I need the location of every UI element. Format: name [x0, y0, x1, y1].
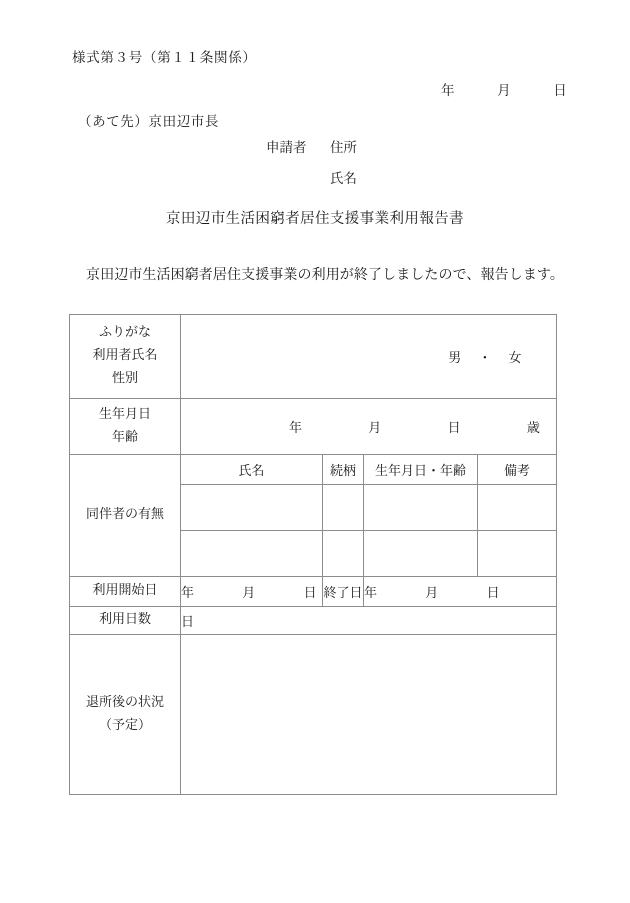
form-number: 様式第３号（第１１条関係） [72, 50, 257, 66]
table-row-days [70, 607, 557, 635]
companion-2-birth-age[interactable] [364, 531, 478, 577]
header-date-month: 月 [497, 83, 511, 99]
header-date-year: 年 [441, 83, 455, 99]
header-date-day: 日 [553, 83, 567, 99]
use-end-field[interactable] [364, 577, 557, 607]
use-end-month-marker: 月 [425, 586, 439, 601]
sex-female-option[interactable]: 女 [508, 351, 522, 366]
table-row-use-period [70, 577, 557, 607]
applicant-fields [330, 136, 357, 198]
days-field[interactable] [181, 607, 557, 635]
birth-date-field[interactable] [181, 399, 557, 455]
birthdate-label: 生年月日 [98, 406, 151, 422]
companion-1-name[interactable] [181, 485, 323, 531]
use-end-day-marker: 日 [486, 586, 500, 601]
table-row-companion-header [70, 455, 557, 485]
companion-1-remarks[interactable] [478, 485, 557, 531]
report-table [69, 314, 557, 795]
use-start-field[interactable] [181, 577, 323, 607]
table-row-after-status [70, 635, 557, 795]
use-end-ymd-markers [364, 586, 500, 601]
after-status-field[interactable] [181, 635, 557, 795]
companion-1-birth-age[interactable] [364, 485, 478, 531]
birth-ymd-markers [181, 421, 540, 436]
birth-day-marker: 日 [447, 421, 461, 436]
age-label: 年齢 [111, 429, 138, 445]
sex-male-option[interactable]: 男 [448, 351, 462, 366]
days-unit-marker: 日 [181, 615, 195, 630]
applicant-label: 申請者 [266, 140, 307, 156]
after-status-label [70, 635, 181, 795]
page-title: 京田辺市生活困窮者居住支援事業利用報告書 [166, 211, 464, 227]
after-status-label-line1: 退所後の状況 [85, 694, 164, 710]
companion-1-relation[interactable] [323, 485, 364, 531]
table-row-birth [70, 399, 557, 455]
companion-2-name[interactable] [181, 531, 323, 577]
use-start-year-marker: 年 [181, 586, 195, 601]
use-end-label: 終了日 [323, 577, 364, 607]
days-label: 利用日数 [70, 607, 181, 635]
after-status-label-line2: （予定） [98, 717, 151, 733]
use-end-year-marker: 年 [364, 586, 378, 601]
header-date-line [441, 79, 567, 99]
companion-col-remarks: 備考 [478, 455, 557, 485]
furigana-label: ふりがな [98, 325, 151, 341]
use-start-ymd-markers [181, 586, 317, 601]
sex-separator: ・ [478, 351, 492, 366]
use-start-day-marker: 日 [303, 586, 317, 601]
birth-month-marker: 月 [368, 421, 382, 436]
birth-year-marker: 年 [289, 421, 303, 436]
applicant-name-label: 氏名 [330, 171, 357, 187]
use-start-label: 利用開始日 [70, 577, 181, 607]
companion-2-relation[interactable] [323, 531, 364, 577]
user-name-label: 利用者氏名 [92, 348, 158, 364]
sex-choice[interactable] [181, 347, 556, 366]
addressee: （あて先）京田辺市長 [78, 114, 219, 130]
companion-col-name: 氏名 [181, 455, 323, 485]
user-name-field[interactable] [181, 315, 557, 399]
use-start-month-marker: 月 [242, 586, 256, 601]
sex-label: 性別 [111, 370, 138, 386]
birth-row-label [70, 399, 181, 455]
companion-row-label [70, 455, 181, 577]
user-row-label [70, 315, 181, 399]
lead-paragraph: 京田辺市生活困窮者居住支援事業の利用が終了しましたので、報告します。 [86, 267, 564, 283]
table-row-user [70, 315, 557, 399]
companion-label-text: 同伴者の有無 [85, 507, 164, 523]
companion-col-birth-age: 生年月日・年齢 [364, 455, 478, 485]
applicant-address-label: 住所 [330, 140, 357, 156]
companion-2-remarks[interactable] [478, 531, 557, 577]
companion-col-relation: 続柄 [323, 455, 364, 485]
age-unit-marker: 歳 [526, 421, 540, 436]
